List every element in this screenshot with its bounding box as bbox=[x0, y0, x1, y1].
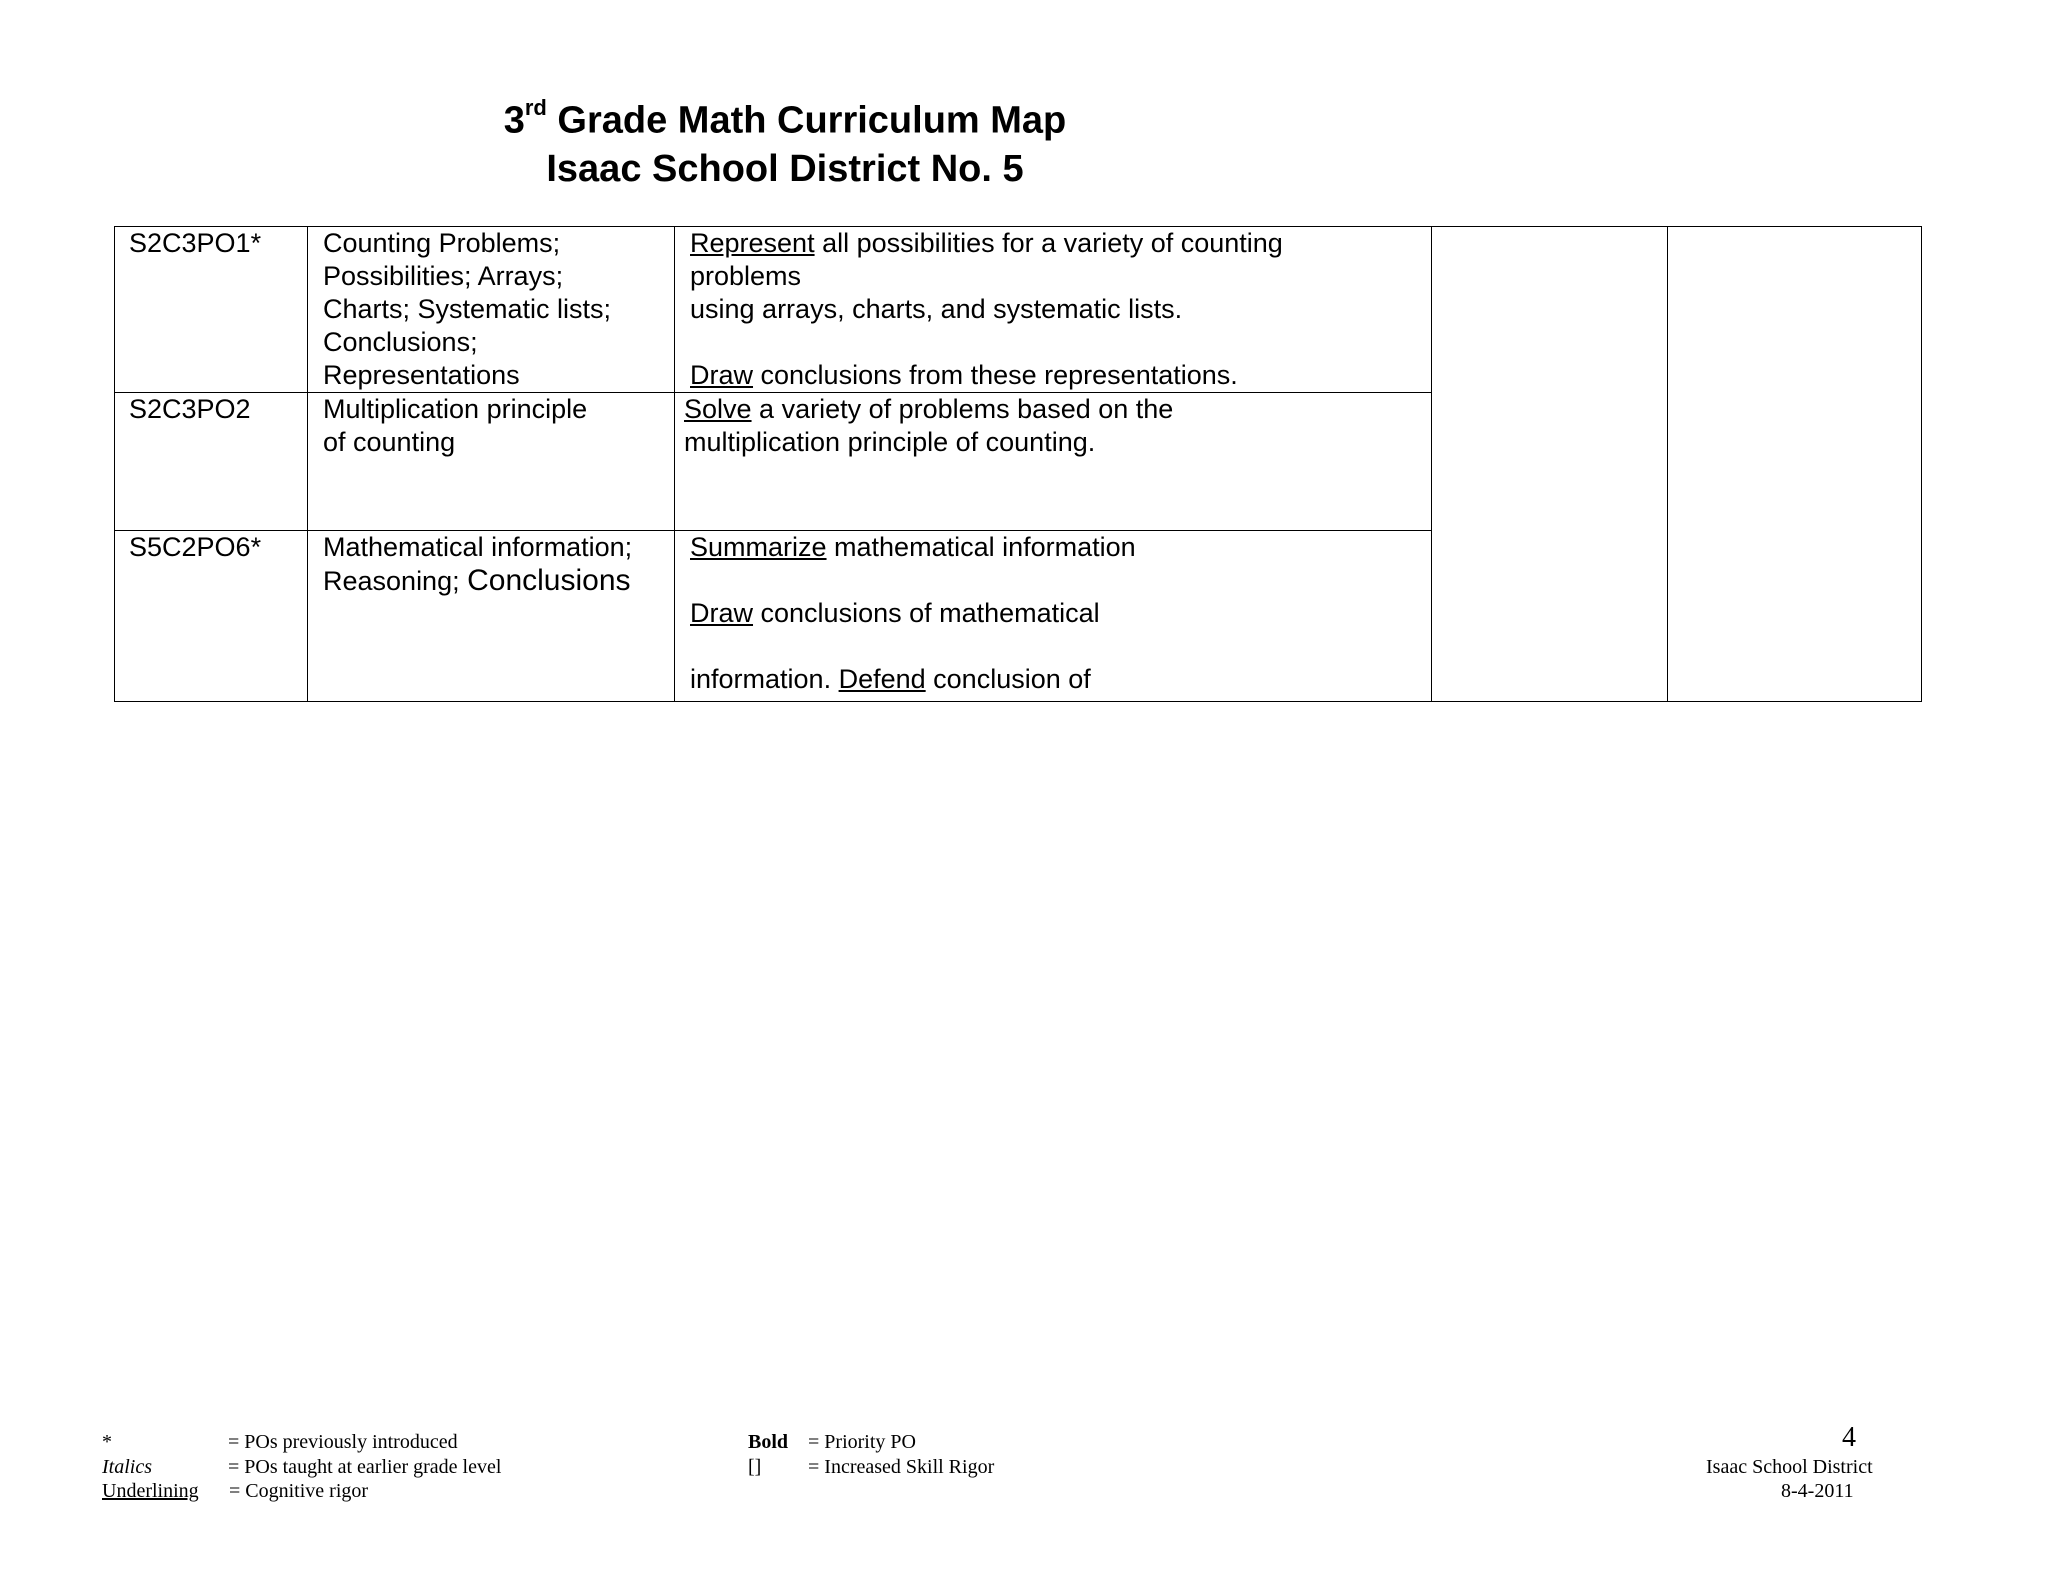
legend-symbol: [] bbox=[748, 1456, 762, 1478]
objective-line: problems bbox=[690, 261, 802, 291]
objective-text: all possibilities for a variety of counting bbox=[814, 228, 1283, 258]
objective-line bbox=[690, 359, 1431, 392]
revision-date: 8-4-2011 bbox=[1781, 1480, 1854, 1502]
topic-line: Multiplication principle bbox=[323, 394, 588, 424]
objective-cell bbox=[675, 227, 1432, 393]
topic-cell bbox=[308, 531, 675, 702]
curriculum-table bbox=[114, 226, 1922, 702]
objective-cell bbox=[675, 531, 1432, 702]
legend-meaning: = POs taught at earlier grade level bbox=[228, 1456, 502, 1478]
objective-line bbox=[690, 531, 1431, 564]
po-code: S5C2PO6* bbox=[129, 532, 262, 562]
legend-meaning: = POs previously introduced bbox=[228, 1431, 458, 1453]
legend-symbol: Italics bbox=[102, 1456, 152, 1478]
title-line-1 bbox=[0, 88, 1570, 145]
topic-line: Possibilities; Arrays; bbox=[323, 261, 564, 291]
objective-text: a variety of problems based on the bbox=[751, 394, 1174, 424]
page-number: 4 bbox=[1842, 1422, 1856, 1453]
legend-symbol: * bbox=[102, 1431, 112, 1453]
legend-symbol: Underlining bbox=[102, 1480, 199, 1502]
legend-meaning: = Cognitive rigor bbox=[229, 1480, 369, 1502]
topic-line: of counting bbox=[323, 427, 456, 457]
topic-line: Counting Problems; bbox=[323, 228, 561, 258]
topic-line bbox=[323, 564, 674, 598]
title-text: Grade Math Curriculum Map bbox=[546, 99, 1067, 142]
objective-line: multiplication principle of counting. bbox=[684, 427, 1096, 457]
objective-line bbox=[690, 663, 1431, 696]
grade-number: 3 bbox=[503, 99, 525, 142]
table-row bbox=[115, 227, 1922, 393]
rigor-verb: Draw bbox=[690, 598, 754, 628]
objective-line bbox=[690, 227, 1431, 260]
topic-line: Representations bbox=[323, 360, 520, 390]
grade-suffix: rd bbox=[524, 95, 547, 120]
topic-text: Conclusions bbox=[467, 564, 631, 597]
objective-line bbox=[684, 393, 1431, 426]
objective-text: conclusion of bbox=[925, 664, 1091, 694]
topic-line: Mathematical information; bbox=[323, 532, 633, 562]
rigor-verb: Summarize bbox=[690, 532, 827, 562]
objective-text: mathematical information bbox=[826, 532, 1136, 562]
po-code-cell bbox=[115, 531, 308, 702]
line-gap bbox=[690, 326, 1431, 359]
po-code-cell bbox=[115, 227, 308, 393]
title-line-2: Isaac School District No. 5 bbox=[546, 147, 1024, 190]
po-code: S2C3PO2 bbox=[129, 394, 251, 424]
legend-meaning: = Increased Skill Rigor bbox=[808, 1456, 995, 1478]
objective-text: conclusions from these representations. bbox=[753, 360, 1238, 390]
district-name: Isaac School District bbox=[1706, 1456, 1873, 1478]
rigor-verb: Defend bbox=[838, 664, 926, 694]
empty-cell bbox=[1432, 227, 1668, 702]
objective-line bbox=[690, 597, 1431, 630]
empty-cell bbox=[1668, 227, 1922, 702]
rigor-verb: Solve bbox=[684, 394, 752, 424]
rigor-verb: Draw bbox=[690, 360, 754, 390]
topic-cell bbox=[308, 393, 675, 531]
topic-cell bbox=[308, 227, 675, 393]
rigor-verb: Represent bbox=[690, 228, 815, 258]
po-code-cell bbox=[115, 393, 308, 531]
objective-cell bbox=[675, 393, 1432, 531]
topic-text: Reasoning; bbox=[323, 566, 468, 596]
page-footer bbox=[0, 1422, 2048, 1550]
topic-line: Charts; Systematic lists; bbox=[323, 294, 612, 324]
legend-symbol: Bold bbox=[748, 1431, 789, 1453]
line-gap bbox=[690, 630, 1431, 663]
objective-text: information. bbox=[690, 664, 839, 694]
objective-text: conclusions of mathematical bbox=[753, 598, 1100, 628]
line-gap bbox=[690, 564, 1431, 597]
po-code: S2C3PO1* bbox=[129, 228, 262, 258]
objective-line: using arrays, charts, and systematic lists. bbox=[690, 294, 1183, 324]
topic-line: Conclusions; bbox=[323, 327, 478, 357]
document-title bbox=[0, 88, 1570, 193]
legend-meaning: = Priority PO bbox=[808, 1431, 916, 1453]
